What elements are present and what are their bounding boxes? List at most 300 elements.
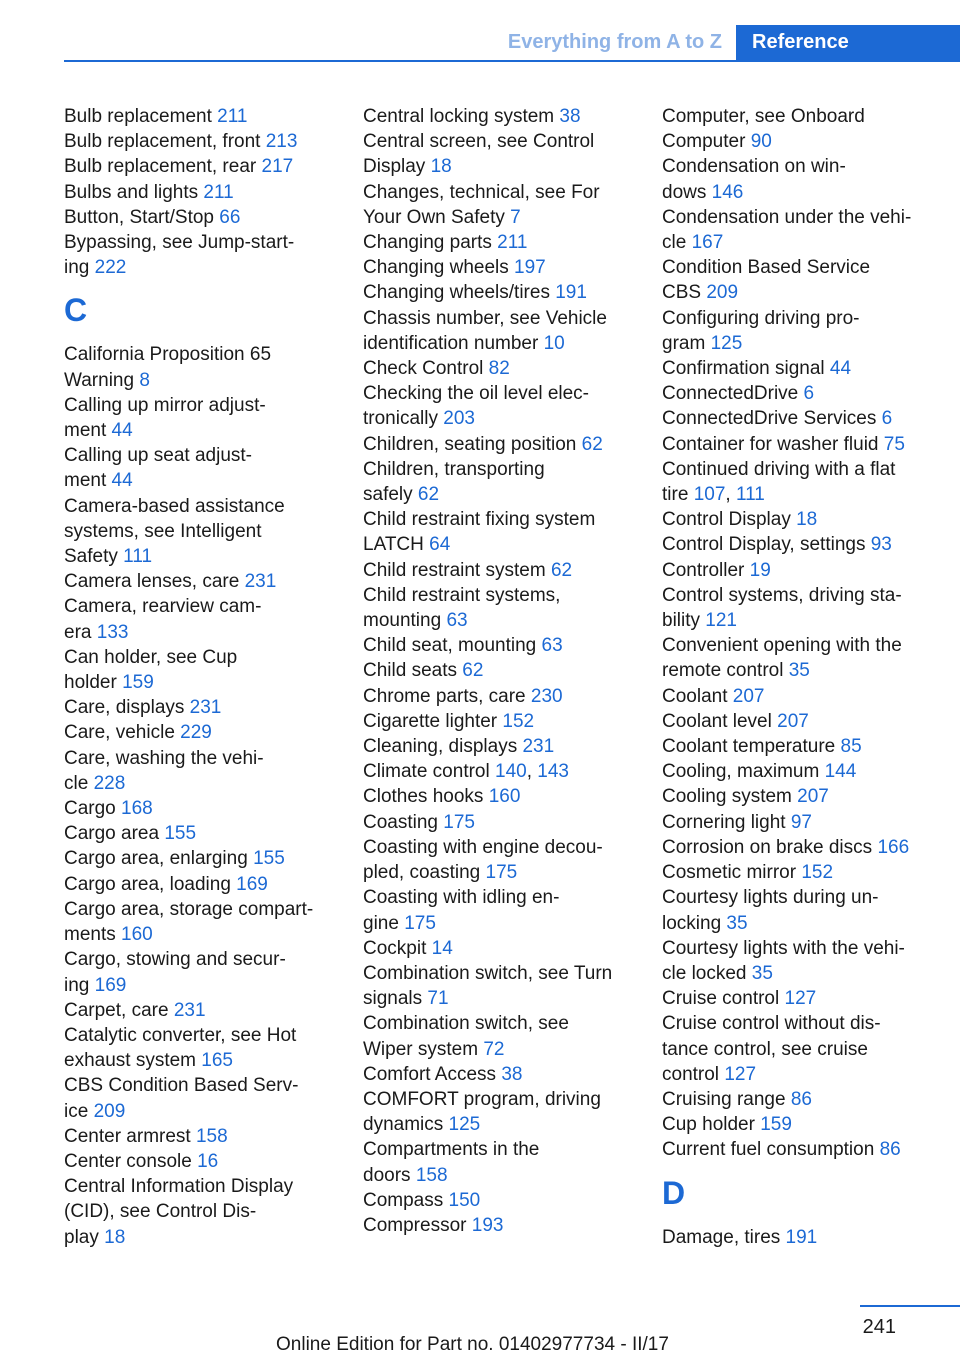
index-column-3 (662, 104, 937, 1250)
index-entry-line (662, 457, 937, 482)
index-entry-line (662, 129, 937, 154)
page-reference-link[interactable]: 19 (749, 559, 771, 581)
page-reference-link[interactable]: 107 (693, 484, 726, 506)
page-reference-link[interactable]: 155 (164, 823, 197, 845)
index-entry (64, 897, 339, 947)
page-reference-link[interactable]: 127 (784, 988, 817, 1010)
index-entry-line (363, 936, 638, 961)
index-entry (363, 129, 638, 179)
page-reference-link[interactable]: 160 (488, 786, 521, 808)
index-entry-line (64, 1174, 339, 1199)
page-reference-link[interactable]: 168 (121, 798, 153, 820)
index-entry (363, 936, 638, 961)
page-reference-link[interactable]: 191 (785, 1226, 818, 1248)
index-entry (363, 255, 638, 280)
index-entry-line (64, 104, 339, 129)
page-reference-link[interactable]: 207 (732, 685, 765, 707)
page-reference-link[interactable]: 207 (777, 710, 809, 732)
index-entry-line (662, 734, 937, 759)
index-entry-text: holder (64, 672, 123, 694)
index-entry-line (662, 280, 937, 305)
index-entry-line (363, 810, 638, 835)
index-entry-text: Cargo (64, 798, 122, 820)
index-entry (363, 180, 638, 230)
page-reference-link[interactable]: 191 (555, 282, 587, 304)
index-entry (363, 709, 638, 734)
index-entry-line (662, 432, 937, 457)
index-entry (662, 558, 937, 583)
page-reference-link[interactable]: 18 (796, 509, 818, 531)
index-entry-line (64, 947, 339, 972)
page-reference-link[interactable]: 211 (203, 181, 234, 203)
index-entry-line: tire 107, 111 (662, 484, 765, 506)
page-reference-link[interactable]: 203 (443, 408, 475, 430)
page-reference-link[interactable]: 228 (93, 772, 126, 794)
index-entry-line (363, 658, 638, 683)
index-entry-text: Cooling, maximum (662, 761, 825, 783)
index-entry-line (64, 180, 339, 205)
index-entry-text: California Proposition 65 (64, 344, 272, 366)
page-reference-link[interactable]: 146 (711, 181, 744, 203)
index-entry-line (363, 784, 638, 809)
index-entry-text: Coolant temperature (662, 736, 841, 758)
page-reference-link[interactable]: 71 (427, 988, 449, 1010)
index-entry-line (64, 670, 339, 695)
index-entry (64, 720, 339, 745)
index-entry-line (64, 494, 339, 519)
page-reference-link[interactable]: 121 (705, 610, 737, 632)
index-entry-line (363, 1011, 638, 1036)
page-reference-link[interactable]: 75 (883, 433, 905, 455)
index-entry-line (64, 1225, 339, 1250)
index-entry-line (64, 443, 339, 468)
index-entry (662, 885, 937, 935)
page-reference-link[interactable]: 111 (735, 484, 765, 506)
page-reference-link[interactable]: 143 (537, 761, 569, 783)
index-entry-line (662, 532, 937, 557)
index-entry-text: Bulb replacement, rear (64, 156, 262, 178)
index-entry-text: Check Control (363, 358, 489, 380)
page-reference-link[interactable]: 175 (443, 811, 475, 833)
page-reference-link[interactable]: 155 (253, 848, 285, 870)
index-entry-text: Changes, technical, see For (363, 181, 600, 203)
index-entry-text: dows (662, 181, 712, 203)
index-column-1 (64, 104, 339, 1250)
index-entry-line (363, 608, 638, 633)
index-entry-line (662, 911, 937, 936)
page-reference-link[interactable]: 63 (541, 635, 563, 657)
index-entry-text: Your Own Safety (363, 206, 511, 228)
index-entry-text: signals (363, 988, 428, 1010)
index-entry-text: gine (363, 912, 405, 934)
page-reference-link[interactable]: 66 (219, 206, 241, 228)
page-reference-link[interactable]: 231 (173, 999, 206, 1021)
index-entry (363, 810, 638, 835)
index-entry-line (64, 205, 339, 230)
index-entry-line (662, 759, 937, 784)
index-entry-text: doors (363, 1164, 416, 1186)
index-entry-text: cle (662, 232, 692, 254)
index-entry (662, 432, 937, 457)
index-entry-text: Chrome parts, care (363, 685, 531, 707)
page-reference-link[interactable]: 125 (448, 1114, 481, 1136)
index-entry (64, 1174, 339, 1250)
page-reference-link[interactable]: 169 (236, 873, 268, 895)
index-entry-text: Child restraint systems, (363, 584, 561, 606)
index-entry-line (64, 393, 339, 418)
index-entry-line (64, 342, 339, 367)
page-reference-link[interactable]: 44 (829, 358, 852, 380)
index-entry-text: Cockpit (363, 937, 432, 959)
page-reference-link[interactable]: 197 (514, 257, 546, 279)
index-entry (662, 1112, 937, 1137)
index-entry-line (662, 684, 937, 709)
index-entry (64, 746, 339, 796)
index-entry-line (363, 331, 638, 356)
index-entry (662, 583, 937, 633)
index-entry-line (64, 544, 339, 569)
index-entry-line (363, 406, 638, 431)
index-entry-line (64, 129, 339, 154)
page-reference-link[interactable]: 16 (197, 1150, 219, 1172)
page-reference-link[interactable]: 86 (879, 1139, 901, 1161)
index-entry-text: identification number (363, 332, 544, 354)
index-entry-line (363, 986, 638, 1011)
index-entry-text: ing (64, 257, 95, 279)
index-entry-text: Cleaning, displays (363, 736, 523, 758)
index-entry-text: cle locked (662, 962, 752, 984)
page-reference-link[interactable]: 167 (691, 232, 724, 254)
page-reference-link[interactable]: 35 (726, 912, 748, 934)
page-reference-link[interactable]: 38 (559, 106, 581, 127)
index-entry-line (363, 1112, 638, 1137)
index-entry-text: Computer (662, 131, 751, 153)
index-entry (64, 104, 339, 129)
index-entry-line (662, 255, 937, 280)
page-reference-link[interactable]: 14 (431, 937, 453, 959)
page-reference-link[interactable]: 6 (803, 383, 815, 405)
index-entry-text: Warning (64, 369, 140, 391)
index-entry-text: Child restraint fixing system (363, 509, 596, 531)
index-entry-text: Child seat, mounting (363, 635, 542, 657)
index-entry (363, 658, 638, 683)
page-reference-link[interactable]: 6 (881, 408, 893, 430)
page-reference-link[interactable]: 160 (121, 924, 153, 946)
index-entry-text: CBS (662, 282, 707, 304)
index-entry-text: Display (363, 156, 431, 178)
page-reference-link[interactable]: 82 (488, 358, 510, 380)
page-reference-link[interactable]: 231 (244, 571, 277, 593)
index-entry-line (64, 771, 339, 796)
index-entry (662, 306, 937, 356)
index-entry-line (363, 507, 638, 532)
page-reference-link[interactable]: 35 (751, 962, 773, 984)
page-reference-link[interactable]: 229 (180, 722, 212, 744)
index-entry-text: Condensation under the vehi- (662, 206, 912, 228)
index-entry-line (662, 1062, 937, 1087)
index-entry-line (64, 1099, 339, 1124)
index-entry (662, 986, 937, 1011)
index-entry-text: Can holder, see Cup (64, 646, 238, 668)
index-entry (662, 255, 937, 305)
page-reference-link[interactable]: 213 (265, 131, 298, 153)
index-entry-line (363, 457, 638, 482)
index-entry (363, 381, 638, 431)
index-entry-line (363, 255, 638, 280)
index-entry-line (64, 1023, 339, 1048)
index-entry-text: Changing parts (363, 232, 498, 254)
index-entry-text: Button, Start/Stop (64, 206, 220, 228)
page-reference-link[interactable]: 85 (840, 736, 862, 758)
index-entry-line: Climate control 140, 143 (363, 761, 569, 783)
index-entry-text: ConnectedDrive Services (662, 408, 882, 430)
edition-note: Online Edition for Part no. 01402977734 - II/17 (276, 1334, 669, 1355)
page-reference-link[interactable]: 62 (581, 433, 603, 455)
page-reference-link[interactable]: 62 (550, 559, 573, 581)
index-entry-line (662, 936, 937, 961)
index-entry-line (662, 180, 937, 205)
index-letter-heading: C (64, 292, 88, 329)
index-entry-line (363, 734, 638, 759)
index-entry-text: bility (662, 610, 706, 632)
page-reference-link[interactable]: 231 (189, 697, 222, 719)
index-entry-text: Care, washing the vehi- (64, 747, 264, 769)
index-entry (363, 356, 638, 381)
index-entry-line (363, 205, 638, 230)
page-reference-link[interactable]: 133 (96, 621, 129, 643)
index-entry-line (363, 306, 638, 331)
page-reference-link[interactable]: 90 (750, 131, 772, 153)
index-entry-line (64, 872, 339, 897)
page-reference-link[interactable]: 44 (111, 420, 133, 442)
index-entry-text: LATCH (363, 534, 430, 556)
page-reference-link[interactable]: 125 (710, 332, 743, 354)
index-entry-text: Condensation on win- (662, 156, 846, 178)
index-entry-text: Children, transporting (363, 458, 545, 480)
page-reference-link[interactable]: 159 (122, 672, 154, 694)
index-entry (662, 684, 937, 709)
index-entry-text: Coasting (363, 811, 444, 833)
page-reference-link[interactable]: 175 (404, 912, 436, 934)
index-entry-line (363, 1087, 638, 1112)
index-entry (662, 784, 937, 809)
index-entry (363, 432, 638, 457)
index-entry-text: Calling up mirror adjust- (64, 394, 266, 416)
page-reference-link[interactable]: 111 (123, 546, 153, 568)
page-reference-link[interactable]: 209 (93, 1100, 126, 1122)
index-entry (363, 1137, 638, 1187)
index-entry-text: Child seats (363, 660, 463, 682)
index-entry-line (363, 1137, 638, 1162)
index-entry-text: Catalytic converter, see Hot (64, 1024, 297, 1046)
page-reference-link[interactable]: 18 (430, 156, 452, 178)
index-entry-text: Corrosion on brake discs (662, 836, 878, 858)
page-reference-link[interactable]: 158 (415, 1164, 448, 1186)
page-reference-link[interactable]: 193 (471, 1214, 504, 1236)
page-reference-link[interactable]: 158 (195, 1125, 228, 1147)
index-entry-line (64, 230, 339, 255)
index-entry-line (64, 695, 339, 720)
index-entry (64, 1124, 339, 1149)
index-entry-line (363, 154, 638, 179)
page-reference-link[interactable]: 211 (217, 106, 248, 127)
index-entry-line (64, 720, 339, 745)
page-reference-link[interactable]: 63 (446, 610, 468, 632)
index-entry-text: Cargo area, loading (64, 873, 237, 895)
page-reference-link[interactable]: 44 (111, 470, 133, 492)
index-entry (64, 998, 339, 1023)
index-entry-text: Central locking system (363, 106, 560, 127)
index-entry (662, 1011, 937, 1087)
index-entry-text: Coasting with engine decou- (363, 836, 603, 858)
index-entry (64, 129, 339, 154)
index-entry-text: Bulb replacement, front (64, 131, 266, 153)
index-entry-line (363, 633, 638, 658)
index-entry (662, 1137, 937, 1162)
index-entry-text: era (64, 621, 97, 643)
page-reference-link[interactable]: 7 (510, 206, 521, 228)
index-entry-text: Bulb replacement (64, 106, 218, 127)
index-entry (363, 1062, 638, 1087)
index-entry-text: tronically (363, 408, 444, 430)
index-entry-text: Bulbs and lights (64, 181, 204, 203)
page-reference-link[interactable]: 152 (502, 710, 535, 732)
index-entry-text: Center armrest (64, 1125, 196, 1147)
index-entry-text: Cargo area (64, 823, 165, 845)
page-reference-link[interactable]: 62 (462, 660, 484, 682)
page-reference-link[interactable]: 175 (485, 862, 518, 884)
page-reference-link[interactable]: 150 (448, 1189, 481, 1211)
index-entry-text: Checking the oil level elec- (363, 383, 590, 405)
index-entry-text: Courtesy lights with the vehi- (662, 937, 905, 959)
index-entry-line (662, 860, 937, 885)
index-entry-text: ice (64, 1100, 94, 1122)
index-entry (363, 230, 638, 255)
index-entry-text: mounting (363, 610, 447, 632)
page-reference-link[interactable]: 222 (94, 257, 127, 279)
index-entry-text: Camera-based assistance (64, 495, 285, 517)
index-entry (363, 885, 638, 935)
index-entry-text: locking (662, 912, 727, 934)
index-entry-line (64, 998, 339, 1023)
index-entry (363, 734, 638, 759)
index-entry-text: Cargo area, enlarging (64, 848, 254, 870)
index-entry-line (662, 558, 937, 583)
index-entry-line (363, 860, 638, 885)
page-reference-link[interactable]: 230 (530, 685, 563, 707)
index-entry-text: Calling up seat adjust- (64, 445, 252, 467)
index-entry-text: tance control, see cruise (662, 1038, 868, 1060)
index-entry-line (662, 205, 937, 230)
index-entry (363, 507, 638, 557)
index-entry-line (363, 709, 638, 734)
index-entry-text: Compressor (363, 1214, 472, 1236)
index-entry (64, 1023, 339, 1073)
index-entry-text: Coolant (662, 685, 733, 707)
index-entry-text: (CID), see Control Dis- (64, 1201, 257, 1223)
index-entry (662, 810, 937, 835)
index-entry-text: tire (662, 484, 694, 506)
index-entry-text: Cup holder (662, 1114, 761, 1136)
index-entry-text: Climate control (363, 761, 495, 783)
index-entry-line (662, 986, 937, 1011)
page-reference-link[interactable]: 231 (522, 736, 555, 758)
index-entry-line (363, 684, 638, 709)
page-reference-link[interactable]: 8 (139, 369, 150, 391)
index-entry-text: ments (64, 924, 122, 946)
index-entry-text: Container for washer fluid (662, 433, 884, 455)
index-entry-text: Cigarette lighter (363, 710, 503, 732)
index-entry-text: Children, seating position (363, 433, 582, 455)
page-reference-link[interactable]: 166 (877, 836, 910, 858)
index-entry-text: exhaust system (64, 1050, 202, 1072)
index-entry (363, 784, 638, 809)
index-entry-line (662, 885, 937, 910)
index-entry-line (662, 104, 937, 129)
page-reference-link[interactable]: 207 (797, 786, 829, 808)
index-entry-text: Clothes hooks (363, 786, 489, 808)
index-entry-text: Computer, see Onboard (662, 106, 865, 127)
index-entry (64, 180, 339, 205)
index-entry-line (363, 280, 638, 305)
page-reference-link[interactable]: 159 (760, 1114, 792, 1136)
index-entry-line (662, 356, 937, 381)
index-entry (363, 961, 638, 1011)
index-entry-text: Cargo area, storage compart- (64, 898, 314, 920)
page-reference-link[interactable]: 97 (790, 811, 812, 833)
index-entry-text: Care, vehicle (64, 722, 181, 744)
page-reference-link[interactable]: 64 (429, 534, 451, 556)
index-entry-line (363, 885, 638, 910)
index-entry-line (363, 230, 638, 255)
index-entry-text: Current fuel consumption (662, 1139, 880, 1161)
page-reference-link[interactable]: 35 (788, 660, 810, 682)
page-reference-link[interactable]: 165 (201, 1050, 233, 1072)
page-reference-link[interactable]: 209 (706, 282, 739, 304)
index-entry-text: Safety (64, 546, 124, 568)
index-entry-text: Cosmetic mirror (662, 862, 802, 884)
index-entry (64, 205, 339, 230)
page-reference-link[interactable]: 38 (501, 1063, 523, 1085)
index-entry-line (662, 1112, 937, 1137)
index-entry-line (363, 180, 638, 205)
page-reference-link[interactable]: 169 (94, 974, 127, 996)
index-entry (662, 457, 937, 507)
page-reference-link[interactable]: 72 (483, 1038, 505, 1060)
index-entry (64, 230, 339, 280)
index-entry-text: ment (64, 470, 112, 492)
page-reference-link[interactable]: 217 (261, 156, 294, 178)
page-reference-link[interactable]: 86 (790, 1088, 812, 1110)
page-reference-link[interactable]: 144 (824, 761, 857, 783)
page-reference-link[interactable]: 211 (497, 232, 528, 254)
page-reference-link[interactable]: 127 (724, 1063, 757, 1085)
page-reference-link[interactable]: 152 (801, 862, 834, 884)
index-entry (662, 709, 937, 734)
index-entry-text: Bypassing, see Jump-start- (64, 232, 295, 254)
page-reference-link[interactable]: 62 (417, 484, 440, 506)
index-entry-text: control (662, 1063, 725, 1085)
page-reference-link[interactable]: 10 (543, 332, 565, 354)
page-reference-link[interactable]: 18 (104, 1226, 126, 1248)
index-entry-line (64, 569, 339, 594)
page-reference-link[interactable]: 93 (870, 534, 892, 556)
page-reference-link[interactable]: 140 (495, 761, 527, 783)
index-entry-text: Camera lenses, care (64, 571, 245, 593)
index-entry-line (662, 1011, 937, 1036)
index-entry (64, 796, 339, 821)
index-entry-line (64, 368, 339, 393)
